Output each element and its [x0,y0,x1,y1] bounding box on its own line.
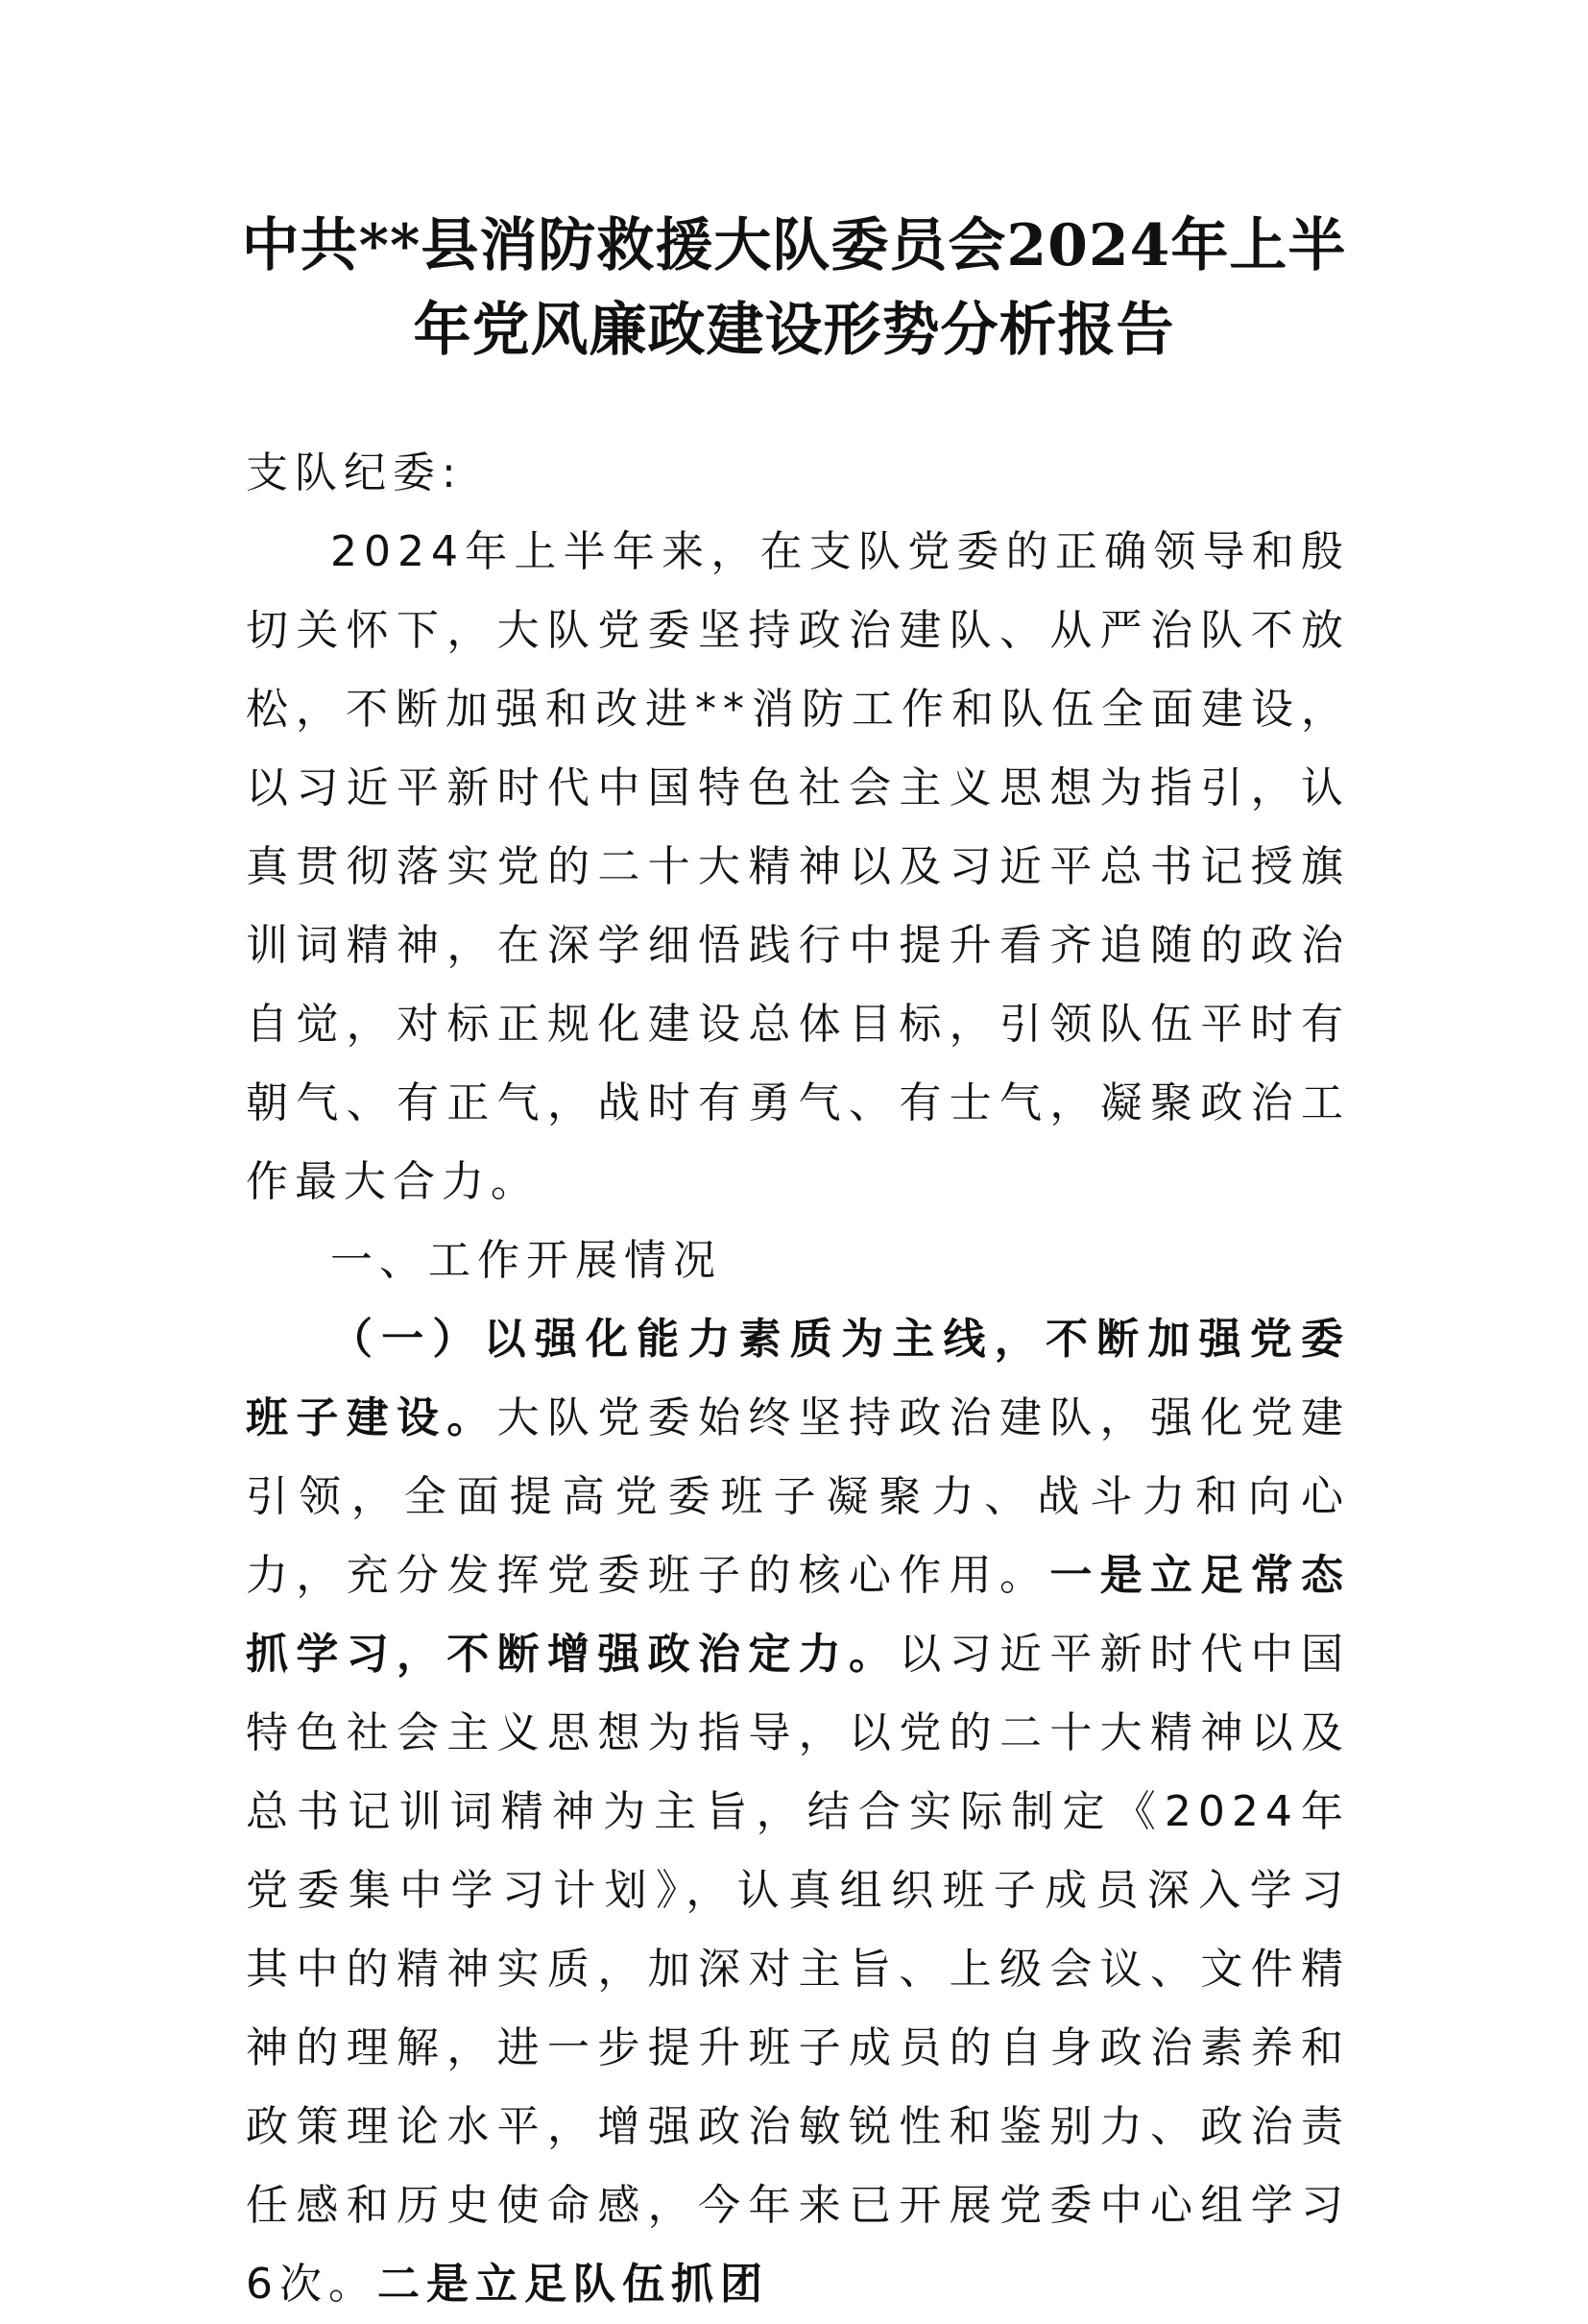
subsection-paragraph [246,1300,1350,2324]
subsection-text: 大队党委始终坚持政治建队，强化党建引领，全面提高党委班子凝聚力、战斗力和向心力，充分发挥党委班子的核心作用。 [246,1393,1351,1600]
title-line-2: 年党风廉政建设形势分析报告 [413,297,1175,364]
document-title [192,204,1396,373]
document-body [246,434,1350,2324]
salutation: 支队纪委: [246,448,463,497]
title-line-1: 中共**县消防救援大队委员会2024年上半 [241,212,1347,279]
point-2-heading: 二是立足队伍抓团 [377,2260,769,2309]
point-1-heading: 一是立足常态抓学习，不断增强政治定力。 [246,1551,1351,1679]
intro-paragraph: 2024年上半年来，在支队党委的正确领导和殷切关怀下，大队党委坚持政治建队、从严治队不放松，不断加强和改进**消防工作和队伍全面建设，以习近平新时代中国特色社会主义思想为指引，认真贯彻落实党的二十大精神以及习近平总书记授旗训词精神，在深学细悟践行中提升看齐追随的政治自觉，对标正规化建设总体目标，引领队伍平时有朝气、有正气，战时有勇气、有士气，凝聚政治工作最大合力。 [246,527,1350,1206]
point-1-text: 以习近平新时代中国特色社会主义思想为指导，以党的二十大精神以及总书记训词精神为主旨，结合实际制定《2024年党委集中学习计划》，认真组织班子成员深入学习其中的精神实质，加深对主旨、上级会议、文件精神的理解，进一步提升班子成员的自身政治素养和政策理论水平，增强政治敏锐性和鉴别力、政治责任感和历史使命感，今年来已开展党委中心组学习6次。 [246,1630,1351,2309]
subsection-heading: （一）以强化能力素质为主线，不断加强党委班子建设。 [246,1315,1350,1442]
section-heading: 一、工作开展情况 [330,1236,722,1285]
